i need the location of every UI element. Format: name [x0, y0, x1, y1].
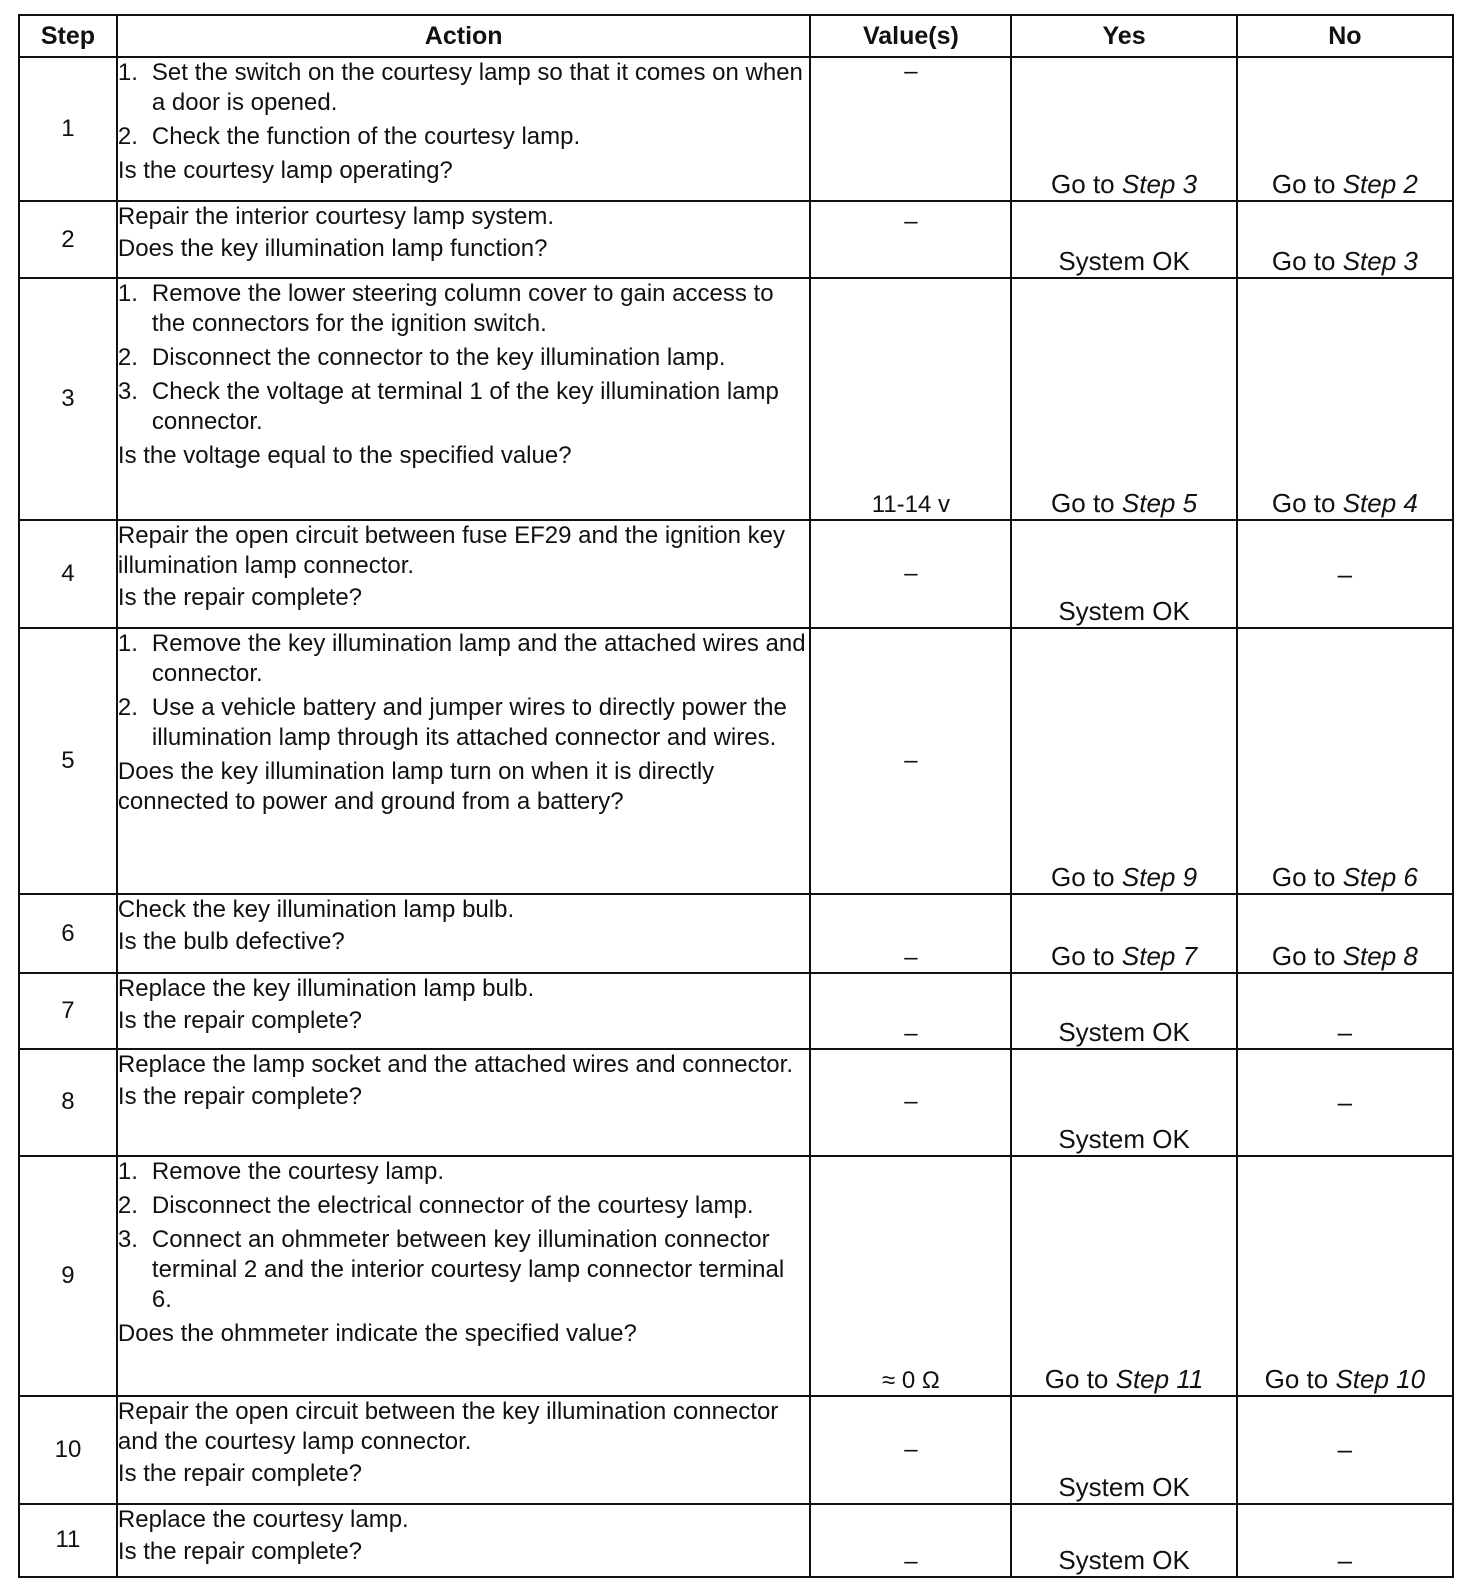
action-cell	[117, 57, 811, 201]
step-number: 5	[19, 628, 117, 894]
header-yes: Yes	[1011, 15, 1236, 57]
action-cell	[117, 628, 811, 894]
table-row-step-8	[19, 1049, 1453, 1157]
action-cell	[117, 894, 811, 973]
action-cell	[117, 1049, 811, 1157]
step-number: 6	[19, 894, 117, 973]
no-cell: Go to Step 3	[1237, 201, 1453, 278]
yes-cell: Go to Step 7	[1011, 894, 1236, 973]
value-cell: –	[810, 1049, 1011, 1157]
value-cell: –	[810, 1504, 1011, 1577]
action-cell	[117, 1396, 811, 1504]
value-cell: –	[810, 894, 1011, 973]
yes-cell: System OK	[1011, 520, 1236, 628]
action-question: Is the repair complete?	[117, 1082, 363, 1110]
step-number: 11	[19, 1504, 117, 1577]
no-cell: –	[1237, 973, 1453, 1048]
action-item: 2. Check the function of the courtesy lamp.	[117, 123, 581, 150]
header-no: No	[1237, 15, 1453, 57]
table-row-step-1	[19, 57, 1453, 201]
action-question: Is the voltage equal to the specified value?	[117, 442, 572, 470]
value-cell: –	[810, 201, 1011, 278]
yes-cell: System OK	[1011, 973, 1236, 1048]
step-number: 7	[19, 973, 117, 1048]
header-action: Action	[117, 15, 811, 57]
action-text: Repair the interior courtesy lamp system.	[117, 203, 555, 231]
action-text: Replace the courtesy lamp.	[117, 1505, 409, 1533]
step-number: 3	[19, 278, 117, 520]
no-cell: –	[1237, 1049, 1453, 1157]
yes-cell: System OK	[1011, 1504, 1236, 1577]
table-row-step-11	[19, 1504, 1453, 1577]
action-cell	[117, 520, 811, 628]
action-item: 1. Remove the key illumination lamp and the attached wires and connector.	[117, 629, 806, 687]
action-text: Replace the lamp socket and the attached wires and connector.	[117, 1050, 793, 1078]
action-question: Does the key illumination lamp function?	[117, 235, 548, 263]
action-item: 1. Remove the lower steering column cover to gain access to the connectors for the ignition switch.	[117, 280, 774, 338]
yes-cell: System OK	[1011, 201, 1236, 278]
table-row-step-6	[19, 894, 1453, 973]
action-item: 2. Disconnect the connector to the key illumination lamp.	[117, 344, 726, 372]
value-cell: –	[810, 57, 1011, 201]
step-number: 1	[19, 57, 117, 201]
value-cell: –	[810, 520, 1011, 628]
value-cell: ≈ 0 Ω	[810, 1156, 1011, 1396]
value-cell: –	[810, 628, 1011, 894]
action-cell	[117, 973, 811, 1048]
action-question: Is the courtesy lamp operating?	[117, 157, 453, 184]
action-item: 1. Set the switch on the courtesy lamp so that it comes on when a door is opened.	[117, 59, 803, 116]
step-number: 10	[19, 1396, 117, 1504]
action-text: Repair the open circuit between fuse EF29 and the ignition key illumination lamp connector.	[117, 522, 785, 580]
action-question: Is the repair complete?	[117, 1007, 363, 1035]
action-text: Replace the key illumination lamp bulb.	[117, 975, 535, 1003]
step-number: 9	[19, 1156, 117, 1396]
diagnostic-table	[18, 14, 1454, 1578]
header-step: Step	[19, 15, 117, 57]
action-cell	[117, 1504, 811, 1577]
yes-cell: Go to Step 5	[1011, 278, 1236, 520]
no-cell: Go to Step 6	[1237, 628, 1453, 894]
yes-cell: System OK	[1011, 1049, 1236, 1157]
yes-cell: Go to Step 11	[1011, 1156, 1236, 1396]
table-row-step-10	[19, 1396, 1453, 1504]
header-row	[19, 15, 1453, 57]
action-cell	[117, 278, 811, 520]
value-cell: –	[810, 1396, 1011, 1504]
value-cell: 11-14 v	[810, 278, 1011, 520]
no-cell: Go to Step 8	[1237, 894, 1453, 973]
action-item: 2. Disconnect the electrical connector of the courtesy lamp.	[117, 1192, 754, 1220]
action-text: Repair the open circuit between the key illumination connector and the courtesy lamp connector.	[117, 1398, 779, 1456]
action-item: 2. Use a vehicle battery and jumper wires to directly power the illumination lamp through its attached connector and wires.	[117, 693, 787, 751]
no-cell: –	[1237, 520, 1453, 628]
action-item: 1. Remove the courtesy lamp.	[117, 1158, 445, 1186]
no-cell: –	[1237, 1504, 1453, 1577]
yes-cell: Go to Step 9	[1011, 628, 1236, 894]
action-cell	[117, 1156, 811, 1396]
step-number: 8	[19, 1049, 117, 1157]
no-cell: –	[1237, 1396, 1453, 1504]
action-question: Is the repair complete?	[117, 1460, 363, 1488]
value-cell: –	[810, 973, 1011, 1048]
table-row-step-2	[19, 201, 1453, 278]
action-item: 3. Check the voltage at terminal 1 of the key illumination lamp connector.	[117, 378, 779, 436]
action-question: Is the repair complete?	[117, 1537, 363, 1565]
no-cell: Go to Step 10	[1237, 1156, 1453, 1396]
action-question: Does the ohmmeter indicate the specified value?	[117, 1320, 637, 1348]
table-row-step-9	[19, 1156, 1453, 1396]
action-cell	[117, 201, 811, 278]
header-values: Value(s)	[810, 15, 1011, 57]
action-question: Does the key illumination lamp turn on when it is directly connected to power and ground from a battery?	[117, 757, 715, 815]
step-number: 2	[19, 201, 117, 278]
action-question: Is the repair complete?	[117, 584, 363, 612]
action-text: Check the key illumination lamp bulb.	[117, 896, 515, 924]
action-item: 3. Connect an ohmmeter between key illumination connector terminal 2 and the interior courtesy lamp connector terminal 6.	[117, 1226, 785, 1314]
action-question: Is the bulb defective?	[117, 928, 345, 956]
table-row-step-3	[19, 278, 1453, 520]
yes-cell: System OK	[1011, 1396, 1236, 1504]
no-cell: Go to Step 4	[1237, 278, 1453, 520]
no-cell: Go to Step 2	[1237, 57, 1453, 201]
table-row-step-7	[19, 973, 1453, 1048]
table-row-step-5	[19, 628, 1453, 894]
table-row-step-4	[19, 520, 1453, 628]
yes-cell: Go to Step 3	[1011, 57, 1236, 201]
step-number: 4	[19, 520, 117, 628]
